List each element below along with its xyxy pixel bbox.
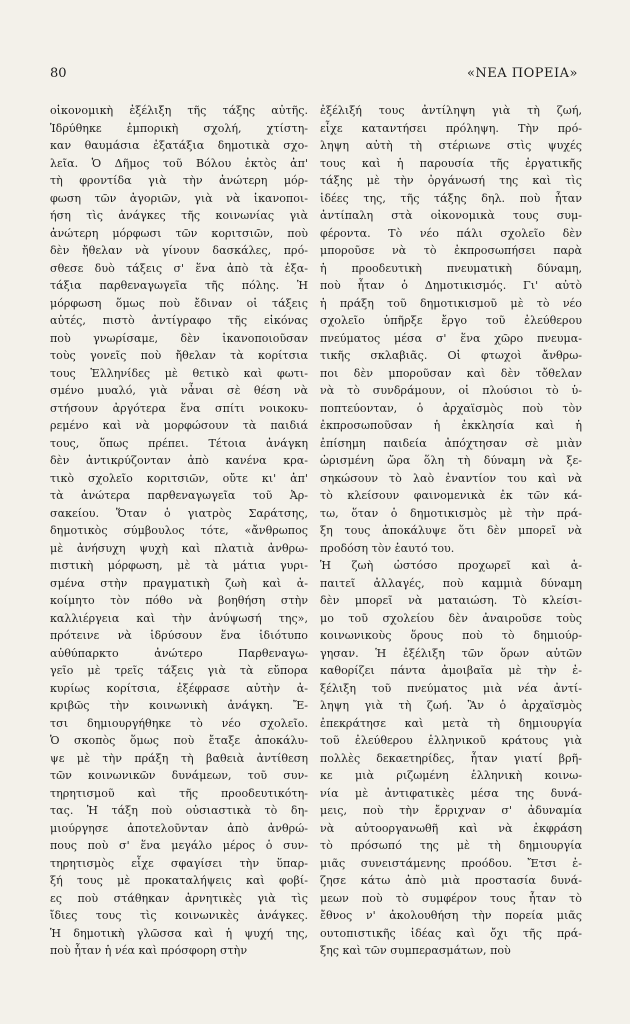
text-line: τὴ φροντίδα γιὰ τὴν ἀνώτερη μόρ- xyxy=(50,174,308,187)
text-line: ξέλιξη τοῦ πνεύματος μιὰ νέα ἀντί- xyxy=(320,681,582,695)
text-line: ἀνώτερη μόρφωσι τῶν κοριτσιῶν, ποὺ xyxy=(50,226,308,240)
text-line: τω, ὅταν ὁ δημοτικισμὸς μὲ τὴν πρά- xyxy=(320,506,582,520)
text-line: καθορίζει πάντα ἀμοιβαῖα μὲ τὴν ἐ- xyxy=(320,664,582,677)
text-line: σηκώσουν τὸ λαὸ ἐναντίον του καὶ νὰ xyxy=(320,471,582,485)
text-line: σακείου. Ὅταν ὁ γιατρὸς Σαράτσης, xyxy=(50,506,308,520)
text-line: μιούργησε ἀποτελοῦνταν ἀπὸ ἀνθρώ- xyxy=(50,821,308,835)
text-line: δὲν μπορεῖ νὰ ματαιώση. Τὸ κλείσι- xyxy=(320,594,582,607)
text-line: σμένο μυαλό, γιὰ νἆναι σὲ θέση νὰ xyxy=(50,384,308,397)
text-line: τάξια παρθεναγωγεῖα τῆς πόλης. Ἡ xyxy=(50,279,308,292)
text-line: ἐπίσημη παιδεία ἀπόχτησαν σὲ μιὰν xyxy=(320,436,582,450)
text-line: δὲν ἤθελαν νὰ γίνουν δασκάλες, πρό- xyxy=(50,244,308,257)
text-line: νὰ αὐτοοργανωθῆ καὶ νὰ ἐκφράση xyxy=(320,821,582,835)
text-line: ποὺ ἦταν ἡ νέα καὶ πρόσφορη στὴν xyxy=(50,944,248,957)
text-line: ἴδιες τους τὶς κοινωνικὲς ἀνάγκες. xyxy=(50,909,308,922)
text-line: πνεύματος μέσα σ' ἕνα χῶρο πνευμα- xyxy=(320,331,582,345)
text-line: κοίμητο τὸν πόθο νὰ βοηθήση στὴν xyxy=(50,594,308,607)
text-line: μεων ποὺ τὸ συμφέρον τους ἦταν τὸ xyxy=(320,891,582,905)
page-number: 80 xyxy=(50,66,67,81)
text-line: εἶχε καταντήσει πρόληψη. Τὴν πρό- xyxy=(320,121,582,135)
text-line: μποροῦσε νὰ τὸ ἐκπροσωπήσει παρὰ xyxy=(320,244,582,257)
text-line: ποι δὲν μποροῦσαν καὶ δὲν τὄθελαν xyxy=(320,366,582,380)
text-line: ουτοπιστικῆς ἰδέας καὶ ὄχι τῆς πρά- xyxy=(320,926,582,940)
text-line: ζησε κάτω ἀπὸ μιὰ προστασία δυνά- xyxy=(320,874,582,887)
text-line: ἔθνος ν' ἀκολουθήση τὴν πορεία μιᾶς xyxy=(320,909,582,922)
text-line: ες ποὺ στάθηκαν ἀρνητικὲς γιὰ τὶς xyxy=(50,891,308,905)
text-line: νὰ τὸ συνδράμουν, οἱ πλούσιοι τὸ ὑ- xyxy=(320,384,582,397)
journal-title: «ΝΕΑ ΠΟΡΕΙΑ» xyxy=(466,66,578,81)
text-line: τοῦ ἐλεύθερου ἑλληνικοῦ κράτους γιὰ xyxy=(320,734,582,747)
text-line: καλλιέργεια καὶ τὴν ἀνύψωσή της», xyxy=(50,611,308,625)
text-line: κριβῶς τὴν κοινωνικὴ ἀνάγκη. Ἔ- xyxy=(50,699,308,712)
text-line: τικῆς σκλαβιᾶς. Οἱ φτωχοὶ ἄνθρω- xyxy=(320,349,582,362)
text-line: Ἱδρύθηκε ἐμπορικὴ σχολή, χτίστη- xyxy=(50,121,308,135)
text-line: αὐτές, πιστὸ ἀντίγραφο τῆς εἰκόνας xyxy=(50,314,308,327)
text-line: νία μὲ ἀντιφατικὲς μέσα της δυνά- xyxy=(320,786,582,800)
text-line: Ἡ δημοτικὴ γλῶσσα καὶ ἡ ψυχή της, xyxy=(50,926,308,940)
text-line: δὲν ἀντικρύζονταν ἀπὸ κανένα κρα- xyxy=(50,454,308,467)
text-line: γεῖο μὲ τρεῖς τάξεις γιὰ τὰ εὔπορα xyxy=(50,664,308,677)
text-line: παιτεῖ ἀλλαγές, ποὺ καμμιὰ δύναμη xyxy=(320,576,582,590)
text-line: ποὺ γνωρίσαμε, δὲν ἱκανοποιοῦσαν xyxy=(50,331,308,345)
text-line: τους, ὅπως πρέπει. Τέτοια ἀνάγκη xyxy=(50,436,308,450)
text-line: μόρφωση ὅμως ποὺ ἔδιναν οἱ τάξεις xyxy=(50,296,308,310)
text-line: ληψη αὐτὴ τὴ στέριωνε στὶς ψυχές xyxy=(320,139,582,152)
text-line: ἐξέλιξή τους ἀντίληψη γιὰ τὴ ζωή, xyxy=(320,104,582,117)
text-line: δημοτικὸς σύμβουλος τότε, «ἄνθρωπος xyxy=(50,524,308,537)
text-line: τὸ κλείσουν φαινομενικὰ ἐκ τῶν κά- xyxy=(320,489,582,502)
text-line: τηρητισμοῦ καὶ τῆς προοδευτικότη- xyxy=(50,786,308,800)
page-header xyxy=(50,66,578,86)
text-line: σμένα στὴν πραγματικὴ ζωὴ καὶ ἀ- xyxy=(50,576,308,590)
text-line: φέροντα. Τὸ νέο πάλι σχολεῖο δὲν xyxy=(320,226,582,240)
text-line: τους καὶ ἡ παρουσία τῆς ἐργατικῆς xyxy=(320,156,582,170)
text-line: κυρίως κορίτσια, ἐξέφρασε αὐτὴν ἀ- xyxy=(50,681,308,695)
text-line: ἡ πράξη τοῦ δημοτικισμοῦ μὲ τὸ νέο xyxy=(320,296,582,310)
text-line: τηρητισμὸς εἶχε σφαγίσει τὴν ὕπαρ- xyxy=(50,856,308,870)
text-line: λεῖα. Ὁ Δῆμος τοῦ Βόλου ἐκτὸς ἀπ' xyxy=(50,156,308,170)
text-line: ἐκπροσωποῦσαν ἡ ἐκκλησία καὶ ἡ xyxy=(320,419,582,432)
text-line: μιᾶς συνειστάμενης προόδου. Ἔτσι ἐ- xyxy=(320,856,582,870)
text-line: μο τοῦ σχολείου δὲν ἀναιροῦσε τοὺς xyxy=(320,611,582,625)
text-line: ἀντίπαλη στὰ οἰκονομικὰ τους συμ- xyxy=(320,209,582,222)
text-line: ποὺ ἦταν ὁ Δημοτικισμός. Γι' αὐτὸ xyxy=(320,279,582,292)
text-line: τὰ ἀνώτερα παρθεναγωγεῖα τοῦ Ἀρ- xyxy=(50,489,308,502)
text-line: μεις, ποὺ τὴν ἔρριχναν σ' ἀδυναμία xyxy=(320,804,582,817)
text-line: οἰκονομικὴ ἐξέλιξη τῆς τάξης αὐτῆς. xyxy=(50,104,308,117)
text-line: Ὁ σκοπὸς ὅμως ποὺ ἔταξε ἀποκάλυ- xyxy=(50,734,308,747)
left-text-column xyxy=(50,102,308,960)
text-line: προδόση τὸν ἑαυτό του. xyxy=(320,541,455,555)
text-line: ποπτεύονταν, ὁ ἀρχαϊσμὸς ποὺ τὸν xyxy=(320,401,582,415)
text-line: τους Ἑλληνίδες μὲ θετικὸ καὶ φωτι- xyxy=(50,366,308,380)
text-line: γησαν. Ἡ ἐξέλιξη τῶν ὅρων αὐτῶν xyxy=(320,646,582,660)
text-line: ξή τους μὲ προκαταλήψεις καὶ φοβί- xyxy=(50,874,308,887)
text-line: αὐθύπαρκτο ἀνώτερο Παρθεναγω- xyxy=(50,646,308,660)
text-line: ρεμένο καὶ νὰ μορφώσουν τὰ παιδιά xyxy=(50,419,308,432)
text-line: ψε μὲ τὴν πράξη τὴ βαθειὰ ἀντίθεση xyxy=(50,751,308,765)
right-text-column xyxy=(320,102,582,960)
text-line: φωση τῶν ἀγοριῶν, γιὰ νὰ ἱκανοποι- xyxy=(50,191,308,205)
text-line: ξη τους ἀποκάλυψε ὅτι δὲν μπορεῖ νὰ xyxy=(320,524,582,537)
text-line: κε μιὰ ριζωμένη ἑλληνικὴ κοινω- xyxy=(320,769,582,782)
text-line: σθεσε δυὸ τάξεις σ' ἕνα ἀπὸ τὰ ἐξα- xyxy=(50,261,308,275)
text-line: Ἡ ζωὴ ὡστόσο προχωρεῖ καὶ ἀ- xyxy=(320,559,582,572)
text-line: τῶν κοινωνικῶν δυνάμεων, τοῦ συν- xyxy=(50,769,308,782)
text-line: ήση τὶς ἀνάγκες τῆς κοινωνίας γιὰ xyxy=(50,209,308,222)
text-line: πιστικὴ μόρφωση, μὲ τὰ μάτια γυρι- xyxy=(50,559,308,572)
text-line: τικὸ σχολεῖο κοριτσιῶν, οὔτε κι' ἀπ' xyxy=(50,471,308,485)
text-line: ὡρισμένη ὥρα ὅλη τὴ δύναμη νὰ ξε- xyxy=(320,454,582,467)
text-line: τσι δημιουργήθηκε τὸ νέο σχολεῖο. xyxy=(50,716,308,730)
text-line: πολλὲς δεκαετηρίδες, ἦταν γιατί βρῆ- xyxy=(320,751,582,765)
text-line: κοινωνικοὺς ὅρους ποὺ τὸ δημιούρ- xyxy=(320,629,582,642)
text-line: τοὺς γονεῖς ποὺ ἤθελαν τὰ κορίτσια xyxy=(50,349,308,362)
text-line: τὸ πρόσωπό της μὲ τὴ δημιουργία xyxy=(320,839,582,852)
text-line: στήσουν ἀργότερα ἕνα σπίτι νοικοκυ- xyxy=(50,401,308,415)
text-line: τάξης μὲ τὴν ὀργάνωσή της καὶ τὶς xyxy=(320,174,582,187)
text-line: ἰδέες της, τῆς τάξης δηλ. ποὺ ἦταν xyxy=(320,191,582,205)
text-line: μὲ ἀνήσυχη ψυχὴ καὶ πλατιὰ ἀνθρω- xyxy=(50,541,308,555)
text-line: πους ποὺ σ' ἕνα μεγάλο μέρος ὁ συν- xyxy=(50,839,308,852)
text-line: τας. Ἡ τάξη ποὺ οὐσιαστικὰ τὸ δη- xyxy=(50,804,308,817)
text-line: ἐπεκράτησε καὶ μετὰ τὴ δημιουργία xyxy=(320,716,582,730)
text-line: ληψη γιὰ τὴ ζωή. Ἂν ὁ ἀρχαϊσμὸς xyxy=(320,699,582,712)
text-line: ξης καὶ τῶν συμπερασμάτων, ποὺ xyxy=(320,944,511,957)
text-line: ἡ προοδευτικὴ πνευματικὴ δύναμη, xyxy=(320,261,582,275)
text-line: καν θαυμάσια ἐξατάξια δημοτικὰ σχο- xyxy=(50,139,308,152)
text-line: πρότεινε νὰ ἱδρύσουν ἕνα ἰδιότυπο xyxy=(50,629,308,642)
text-line: σχολεῖο ὑπῆρξε ἔργο τοῦ ἐλεύθερου xyxy=(320,314,582,327)
